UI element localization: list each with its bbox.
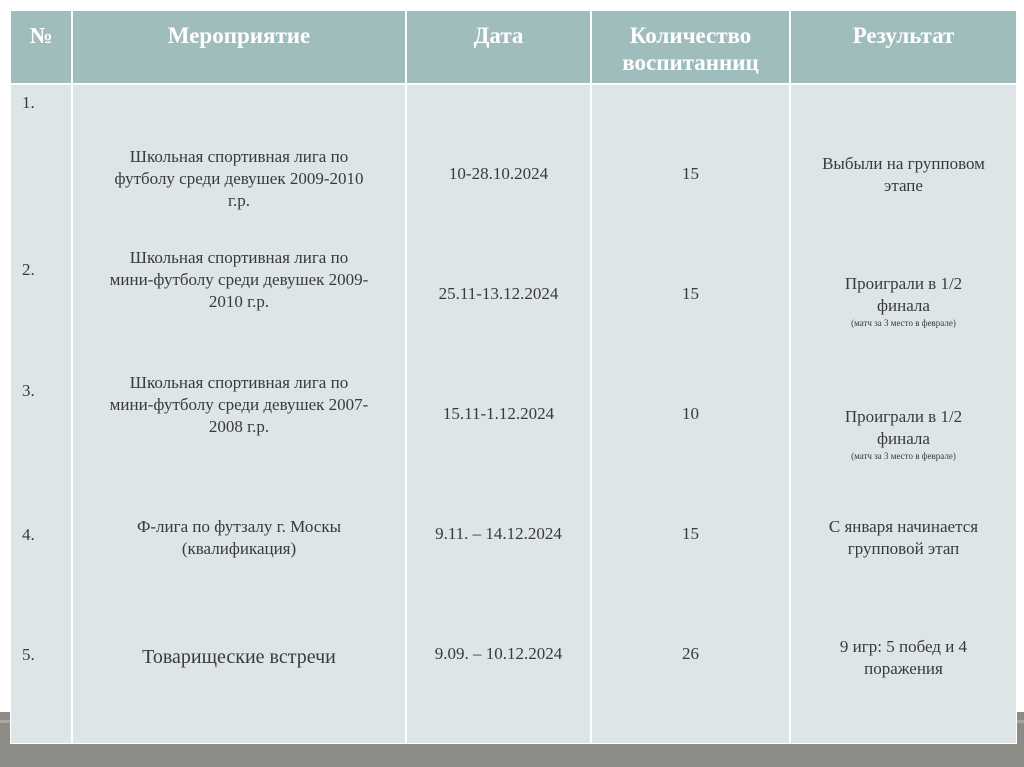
- row-1-date: 10-28.10.2024: [448, 164, 549, 183]
- row-2-result: Проиграли в 1/2 финала (матч за 3 место в феврале): [844, 274, 963, 328]
- row-4-result: С января начинается групповой этап: [828, 517, 979, 558]
- row-5-result: 9 игр: 5 побед и 4 поражения: [839, 637, 968, 678]
- row-2-num: 2.: [22, 260, 35, 279]
- row-5-num: 5.: [22, 645, 35, 664]
- row-1-count: 15: [682, 164, 699, 183]
- row-5-date: 9.09. – 10.12.2024: [434, 644, 563, 663]
- row-3-count: 10: [682, 404, 699, 423]
- row-5-count: 26: [682, 644, 699, 663]
- row-1-num: 1.: [22, 93, 35, 112]
- row-3-result: Проиграли в 1/2 финала (матч за 3 место в феврале): [844, 407, 963, 461]
- row-4-event: Ф-лига по футзалу г. Москы (квалификация): [136, 517, 342, 558]
- column-divider: [789, 11, 791, 743]
- row-1-event: Школьная спортивная лига по футболу среди девушек 2009-2010 г.р.: [114, 147, 364, 210]
- header-result: Результат: [852, 23, 955, 48]
- row-2-event: Школьная спортивная лига по мини-футболу среди девушек 2009- 2010 г.р.: [109, 248, 369, 311]
- column-divider: [405, 11, 407, 743]
- row-2-date: 25.11-13.12.2024: [438, 284, 559, 303]
- row-5-event: Товарищеские встречи: [142, 646, 336, 668]
- column-divider: [590, 11, 592, 743]
- header-event: Мероприятие: [167, 23, 311, 48]
- header-date: Дата: [473, 23, 524, 48]
- row-3-num: 3.: [22, 381, 35, 400]
- row-4-count: 15: [682, 524, 699, 543]
- row-1-result: Выбыли на групповом этапе: [822, 154, 985, 195]
- row-3-event: Школьная спортивная лига по мини-футболу среди девушек 2007- 2008 г.р.: [109, 373, 369, 436]
- header-num: №: [29, 23, 53, 48]
- row-4-num: 4.: [22, 525, 35, 544]
- header-count: Количество воспитанниц: [622, 23, 759, 75]
- row-2-count: 15: [682, 284, 699, 303]
- row-4-date: 9.11. – 14.12.2024: [435, 524, 562, 543]
- row-3-date: 15.11-1.12.2024: [442, 404, 555, 423]
- results-table: [10, 10, 1017, 744]
